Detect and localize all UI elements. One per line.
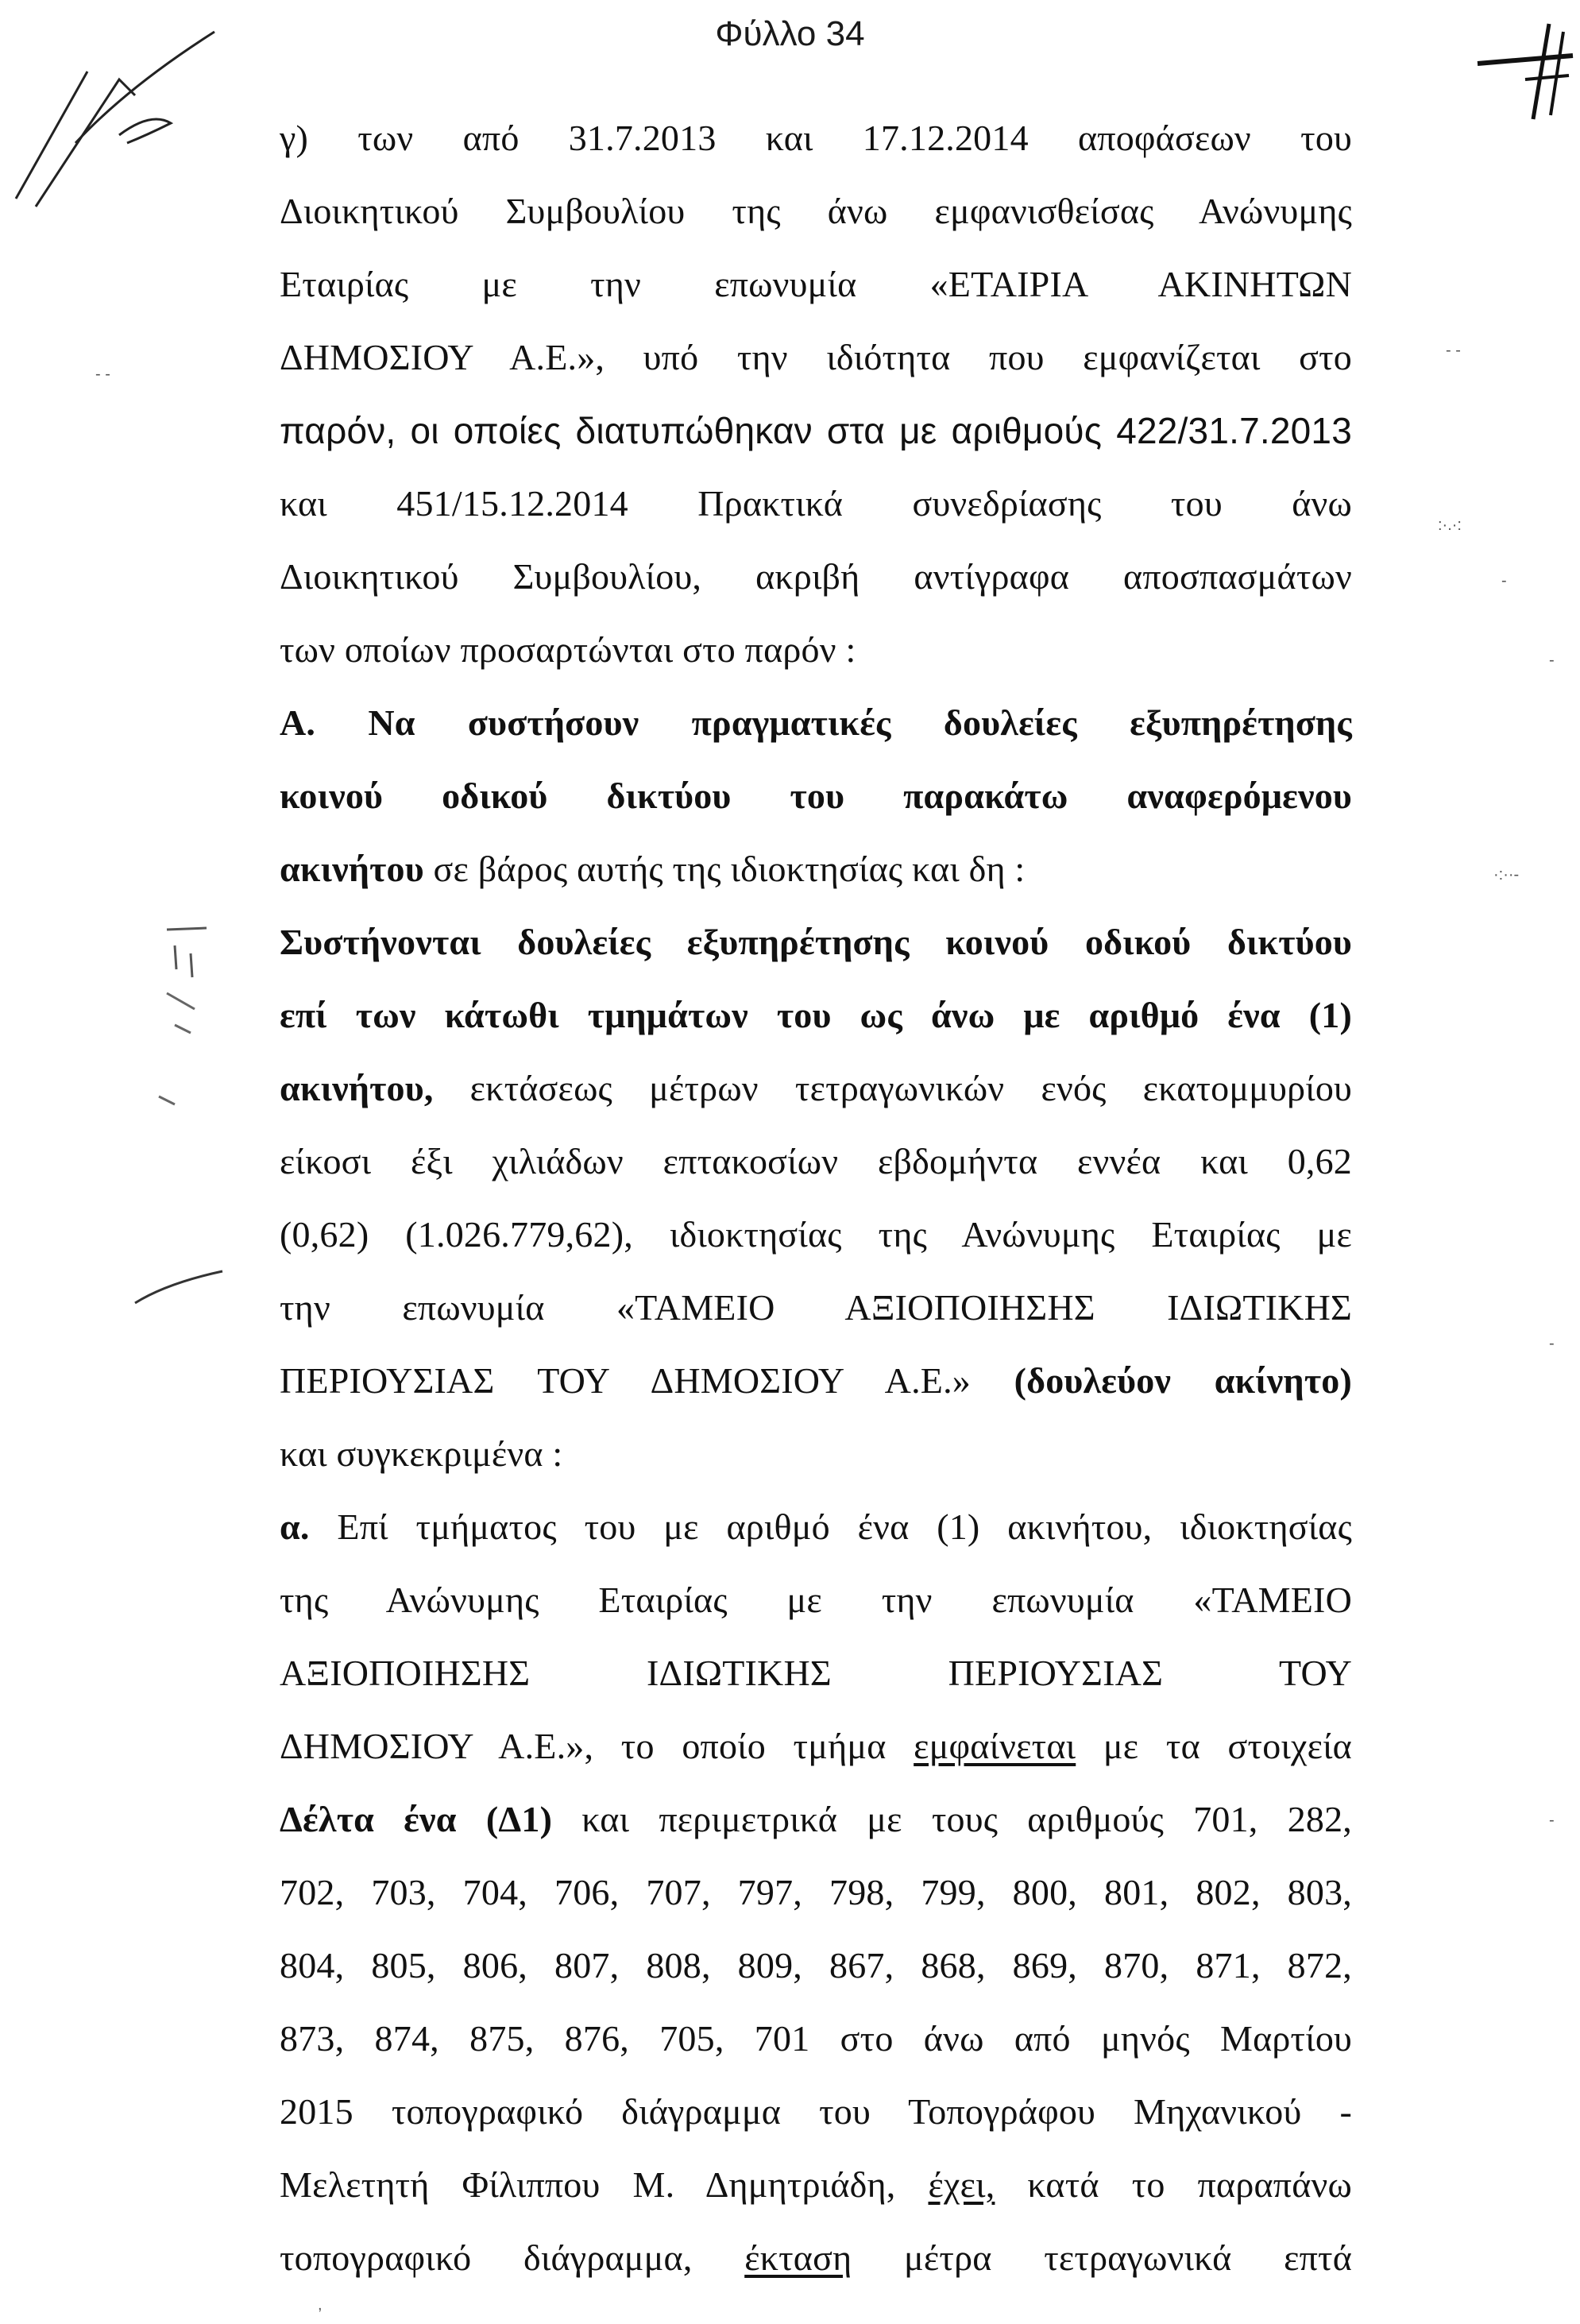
text-line-8: των οποίων προσαρτώνται στο παρόν : bbox=[280, 629, 856, 670]
item-a-line-7: 804, 805, 806, 807, 808, 809, 867, 868, 869, 870, 871, 872, bbox=[280, 1945, 1352, 1986]
text-phrase: κατά το παραπάνω bbox=[995, 2164, 1352, 2205]
bold-phrase: Δέλτα ένα (Δ1) bbox=[280, 1799, 553, 1839]
sheet-number: Φύλλο 34 bbox=[715, 14, 865, 53]
easement-heading-line-1: Συστήνονται δουλείες εξυπηρέτησης κοινού οδικού δικτύου bbox=[280, 922, 1352, 962]
text-line-18 bbox=[280, 1344, 1352, 1417]
easement-heading-line-2: επί των κάτωθι τμημάτων του ως άνω με αριθμό ένα (1) bbox=[280, 995, 1352, 1035]
text-line-11 bbox=[280, 833, 1352, 906]
document-body bbox=[280, 102, 1352, 2295]
item-a-line-5 bbox=[280, 1783, 1352, 1856]
text-phrase: με τα στοιχεία bbox=[1076, 1726, 1352, 1766]
item-a-line-2: της Ανώνυμης Εταιρίας με την επωνυμία «ΤΑΜΕΙΟ bbox=[280, 1580, 1352, 1620]
scan-speck: - bbox=[1549, 1335, 1555, 1352]
text-phrase: τοπογραφικό διάγραμμα, bbox=[280, 2237, 745, 2278]
text-phrase: εκτάσεως μέτρων τετραγωνικών ενός εκατομμυρίου bbox=[433, 1068, 1352, 1108]
text-line-2: Διοικητικού Συμβουλίου της άνω εμφανισθείσας Ανώνυμης bbox=[280, 191, 1352, 231]
text-line-19: και συγκεκριμένα : bbox=[280, 1433, 563, 1474]
text-line-7: Διοικητικού Συμβουλίου, ακριβή αντίγραφα αποσπασμάτων bbox=[280, 556, 1352, 597]
underlined-phrase: έχει, bbox=[928, 2164, 995, 2205]
item-a-line-3: ΑΞΙΟΠΟΙΗΣΗΣ ΙΔΙΩΤΙΚΗΣ ΠΕΡΙΟΥΣΙΑΣ ΤΟΥ bbox=[280, 1653, 1352, 1693]
bold-phrase: (δουλεύον ακίνητο) bbox=[1014, 1360, 1352, 1401]
item-a-line-6: 702, 703, 704, 706, 707, 797, 798, 799, 800, 801, 802, 803, bbox=[280, 1872, 1352, 1912]
bold-phrase: ακινήτου bbox=[280, 849, 424, 889]
text-phrase: σε βάρος αυτής της ιδιοκτησίας και δη : bbox=[423, 849, 1026, 889]
text-line-6: και 451/15.12.2014 Πρακτικά συνεδρίασης του άνω bbox=[280, 483, 1352, 524]
scan-speck: - bbox=[1549, 652, 1555, 669]
text-line-1: γ) των από 31.7.2013 και 17.12.2014 αποφάσεων του bbox=[280, 118, 1352, 158]
scan-speck: ·:··- bbox=[1493, 866, 1520, 884]
scan-speck: - - bbox=[1446, 342, 1461, 359]
text-line-14 bbox=[280, 1052, 1352, 1125]
scan-speck: - - bbox=[95, 365, 110, 383]
margin-scan-marks bbox=[119, 922, 254, 1319]
text-line-4: ΔΗΜΟΣΙΟΥ Α.Ε.», υπό την ιδιότητα που εμφανίζεται στο bbox=[280, 337, 1352, 377]
text-phrase: ΔΗΜΟΣΙΟΥ Α.Ε.», το οποίο τμήμα bbox=[280, 1726, 914, 1766]
item-a-line-1 bbox=[280, 1491, 1352, 1564]
scan-speck: :·.·: bbox=[1438, 516, 1462, 534]
section-a-heading-line-2: κοινού οδικού δικτύου του παρακάτω αναφερόμενου bbox=[280, 775, 1352, 816]
item-a-line-4 bbox=[280, 1710, 1352, 1783]
item-marker: α. bbox=[280, 1506, 310, 1547]
text-line-15: είκοσι έξι χιλιάδων επτακοσίων εβδομήντα εννέα και 0,62 bbox=[280, 1141, 1352, 1181]
text-line-5: παρόν, οι οποίες διατυπώθηκαν στα με αριθμούς 422/31.7.2013 bbox=[280, 410, 1352, 451]
section-a-heading-line-1: Α. Να συστήσουν πραγματικές δουλείες εξυπηρέτησης bbox=[280, 702, 1352, 743]
text-line-17: την επωνυμία «ΤΑΜΕΙΟ ΑΞΙΟΠΟΙΗΣΗΣ ΙΔΙΩΤΙΚΗΣ bbox=[280, 1287, 1352, 1328]
item-a-line-9: 2015 τοπογραφικό διάγραμμα του Τοπογράφου Μηχανικού - bbox=[280, 2091, 1352, 2132]
item-a-line-10 bbox=[280, 2148, 1352, 2222]
text-phrase: ΠΕΡΙΟΥΣΙΑΣ ΤΟΥ ΔΗΜΟΣΙΟΥ Α.Ε.» bbox=[280, 1360, 1014, 1401]
text-line-3: Εταιρίας με την επωνυμία «ΕΤΑΙΡΙΑ ΑΚΙΝΗΤΩΝ bbox=[280, 264, 1352, 304]
text-phrase: και περιμετρικά με τους αριθμούς 701, 282, bbox=[552, 1799, 1352, 1839]
scan-speck: , bbox=[318, 2296, 323, 2314]
text-phrase: Μελετητή Φίλιππου Μ. Δημητριάδη, bbox=[280, 2164, 929, 2205]
underlined-phrase: έκταση bbox=[744, 2237, 852, 2278]
underlined-phrase: εμφαίνεται bbox=[914, 1726, 1076, 1766]
text-line-16: (0,62) (1.026.779,62), ιδιοκτησίας της Ανώνυμης Εταιρίας με bbox=[280, 1214, 1352, 1255]
scan-speck: - bbox=[1549, 1812, 1555, 1829]
item-a-line-8: 873, 874, 875, 876, 705, 701 στο άνω από μηνός Μαρτίου bbox=[280, 2018, 1352, 2059]
text-phrase: μέτρα τετραγωνικά επτά bbox=[852, 2237, 1353, 2278]
item-a-line-11 bbox=[280, 2222, 1352, 2295]
bold-phrase: ακινήτου, bbox=[280, 1068, 434, 1108]
scan-speck: - bbox=[1501, 572, 1507, 590]
text-phrase: Επί τμήματος του με αριθμό ένα (1) ακινήτου, ιδιοκτησίας bbox=[309, 1506, 1352, 1547]
